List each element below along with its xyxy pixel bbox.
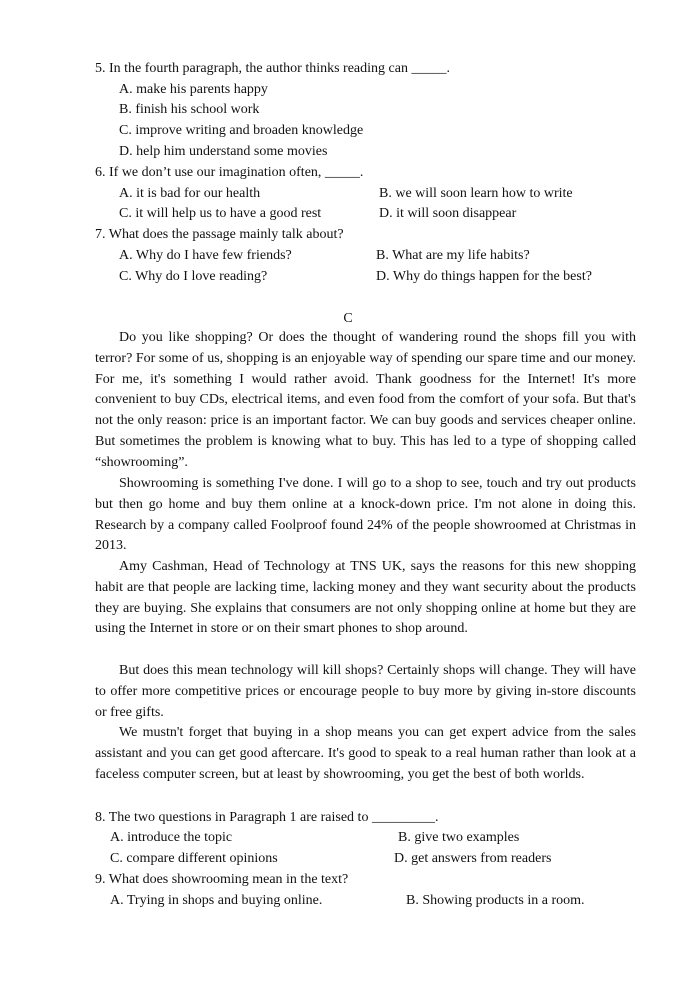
question-8-option-a: A. introduce the topic bbox=[110, 830, 233, 845]
question-5-option-b: B. finish his school work bbox=[119, 102, 260, 117]
question-7-option-a: A. Why do I have few friends? bbox=[119, 248, 292, 263]
question-9-stem: 9. What does showrooming mean in the text? bbox=[95, 872, 349, 887]
question-9-option-b: B. Showing products in a room. bbox=[406, 893, 585, 908]
question-7-stem: 7. What does the passage mainly talk about? bbox=[95, 227, 344, 242]
passage-paragraph-3: Amy Cashman, Head of Technology at TNS UK, says the reasons for this new shopping habit are that people are lacking time, lacking money and they want security about the products they are buying. She explains that consumers are not only shopping online at home but they are using the Internet in store or on their smart phones to shop around. bbox=[95, 559, 636, 637]
question-7-option-c: C. Why do I love reading? bbox=[119, 269, 268, 284]
question-6-option-b: B. we will soon learn how to write bbox=[379, 186, 573, 201]
question-6-option-a: A. it is bad for our health bbox=[119, 186, 261, 201]
question-7-option-b: B. What are my life habits? bbox=[376, 248, 530, 263]
question-8-stem: 8. The two questions in Paragraph 1 are raised to _________. bbox=[95, 810, 439, 825]
passage-paragraph-4: But does this mean technology will kill shops? Certainly shops will change. They will have to offer more competitive prices or encourage people to buy more by giving in-store discounts or free gifts. bbox=[95, 663, 636, 720]
question-6-option-d: D. it will soon disappear bbox=[379, 206, 517, 221]
question-5-option-c: C. improve writing and broaden knowledge bbox=[119, 123, 364, 138]
question-8-option-b: B. give two examples bbox=[398, 830, 520, 845]
question-8-option-c: C. compare different opinions bbox=[110, 851, 278, 866]
question-6-stem: 6. If we don’t use our imagination often, _____. bbox=[95, 165, 364, 180]
passage-paragraph-5: We mustn't forget that buying in a shop means you can get expert advice from the sales assistant and you can get good aftercare. It's good to speak to a real human rather than look at a faceless computer screen, but at least by showrooming, you get the best of both worlds. bbox=[95, 725, 636, 782]
question-5-option-a: A. make his parents happy bbox=[119, 82, 268, 97]
question-5-option-d: D. help him understand some movies bbox=[119, 144, 328, 159]
passage-paragraph-2: Showrooming is something I've done. I will go to a shop to see, touch and try out products but then go home and buy them online at a knock-down price. I'm not alone in doing this. Research by a company called Foolproof found 24% of the people showroomed at Christmas in 2013. bbox=[95, 476, 636, 554]
question-5-stem: 5. In the fourth paragraph, the author thinks reading can _____. bbox=[95, 61, 450, 76]
question-8-option-d: D. get answers from readers bbox=[394, 851, 552, 866]
question-9-option-a: A. Trying in shops and buying online. bbox=[110, 893, 323, 908]
question-7-option-d: D. Why do things happen for the best? bbox=[376, 269, 592, 284]
question-6-option-c: C. it will help us to have a good rest bbox=[119, 206, 322, 221]
passage-paragraph-1: Do you like shopping? Or does the thought of wandering round the shops fill you with terror? For some of us, shopping is an enjoyable way of spending our spare time and our money. For me, it's something I would rather avoid. Thank goodness for the Internet! It's more convenient to buy CDs, electrical items, and even food from the comfort of your sofa. But that's not the only reason: price is an important factor. We can buy goods and services cheaper online. But sometimes the problem is knowing what to buy. This has led to a type of shopping called “showrooming”. bbox=[95, 330, 636, 470]
passage-heading: C bbox=[343, 311, 353, 326]
